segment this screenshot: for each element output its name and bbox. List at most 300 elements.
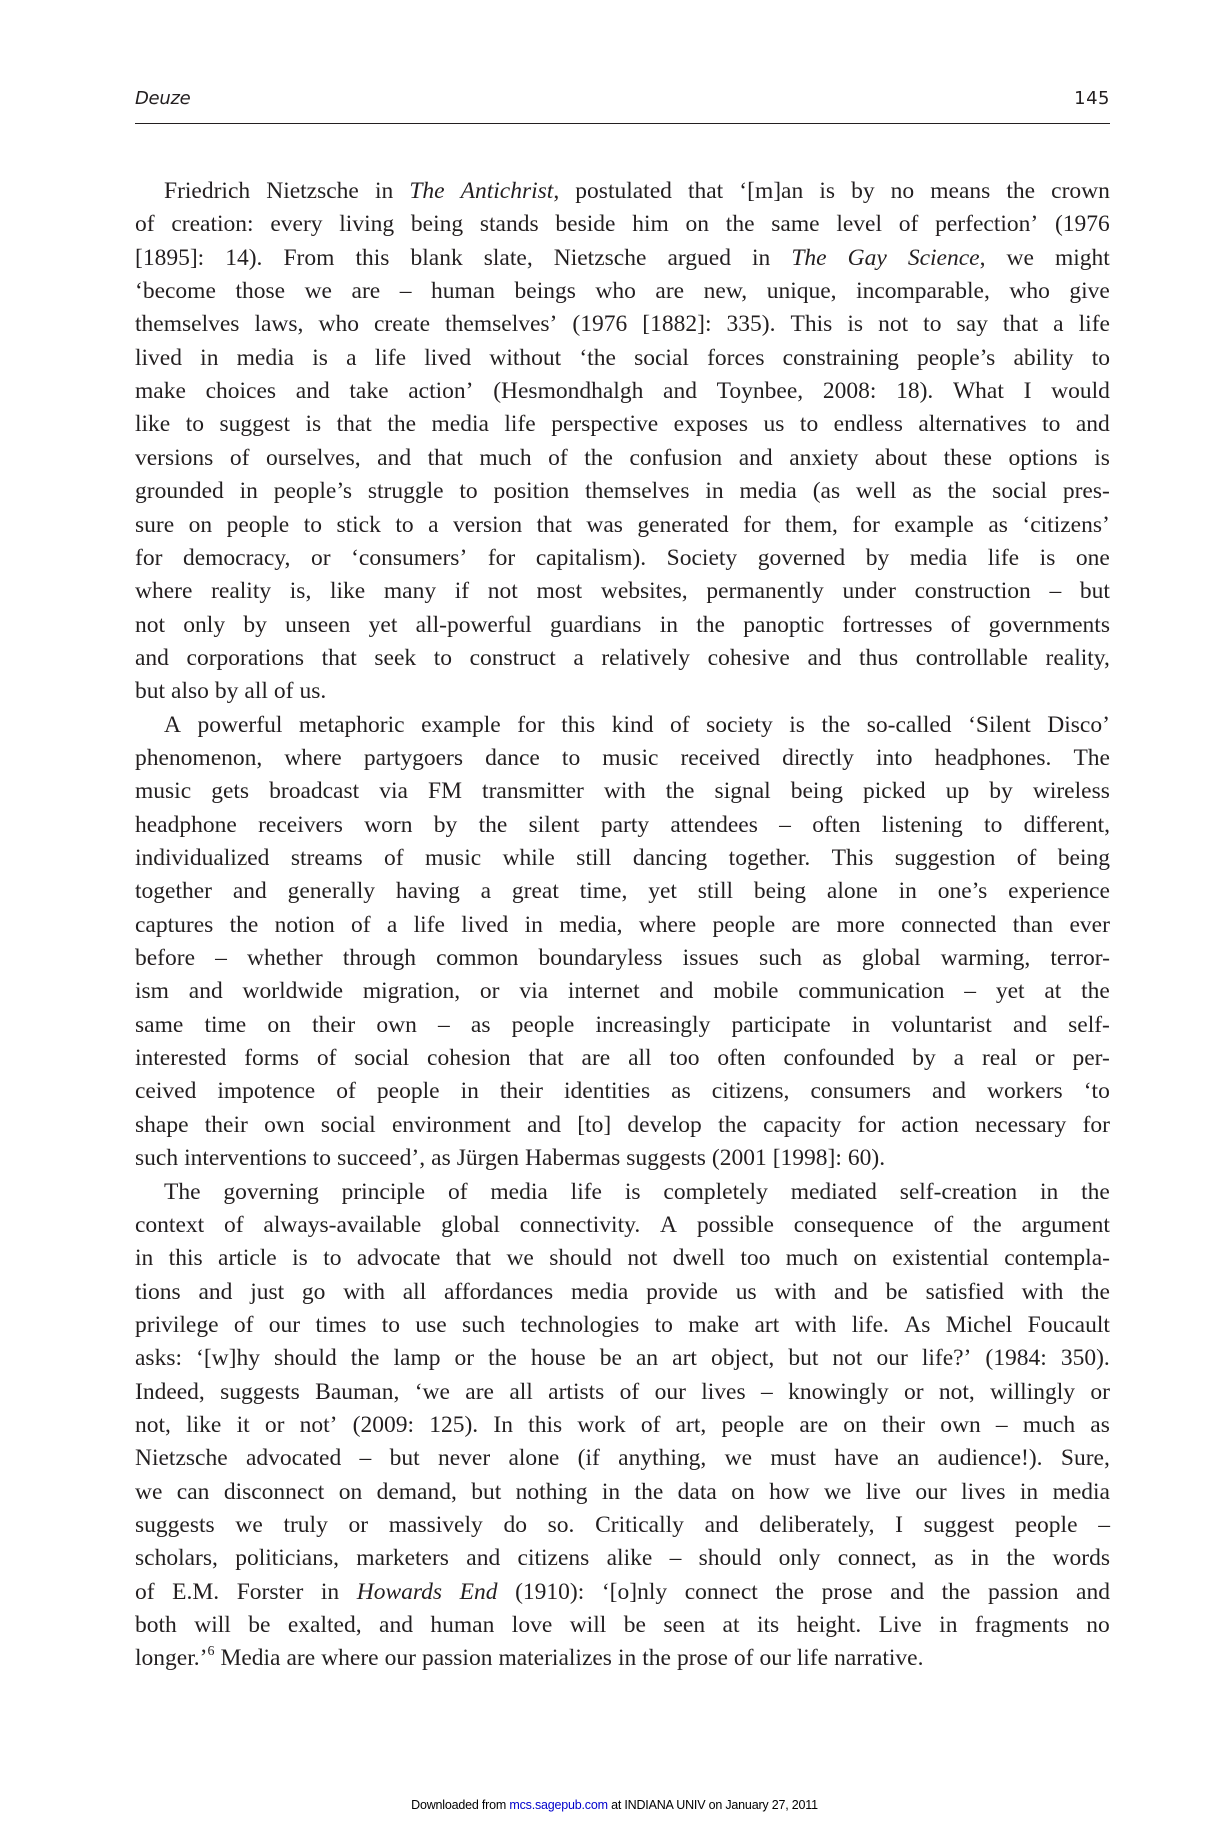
word: The: [1073, 744, 1110, 771]
word: media: [431, 411, 489, 438]
word: governments: [988, 611, 1110, 638]
word: necessary: [974, 1111, 1067, 1138]
word: powerful: [197, 711, 283, 738]
word: grounded: [135, 478, 224, 505]
word: –: [399, 278, 412, 305]
word: do: [503, 1512, 527, 1538]
word: to: [185, 411, 204, 438]
word: dancing: [632, 845, 708, 871]
word: A: [164, 711, 181, 738]
word: ourselves,: [265, 444, 361, 471]
word: communication: [798, 978, 945, 1005]
word: same: [135, 1011, 184, 1038]
word: beings: [514, 278, 576, 305]
word: seek: [374, 644, 417, 671]
word: own: [264, 1111, 305, 1138]
word: only: [778, 1545, 821, 1572]
word: (1910):: [515, 1578, 585, 1605]
word: A: [660, 1211, 678, 1238]
word: we: [235, 1512, 263, 1538]
text-line: [135, 211, 1110, 241]
word: Toynbee,: [716, 378, 804, 405]
word: their: [881, 1411, 926, 1438]
word: Forster: [236, 1578, 304, 1605]
word: love: [511, 1612, 553, 1639]
word: via: [379, 778, 408, 805]
word: in: [617, 1645, 637, 1672]
word: but: [135, 678, 166, 705]
word: laws,: [254, 311, 304, 338]
word: is: [789, 711, 805, 738]
word: or: [348, 1512, 369, 1538]
word: their: [204, 1111, 248, 1138]
word: willingly: [990, 1378, 1075, 1405]
text-line: [135, 1245, 1110, 1275]
word: to: [395, 511, 414, 538]
word: at: [1044, 978, 1062, 1005]
word: mobile: [713, 978, 779, 1005]
text-line: [135, 345, 1110, 375]
word: picked: [863, 778, 926, 805]
word: than: [1012, 911, 1054, 938]
text-line: [135, 1279, 1110, 1309]
word: our: [268, 1311, 301, 1338]
word: tions: [135, 1278, 181, 1305]
word: real: [981, 1045, 1018, 1072]
word: metaphoric: [298, 711, 405, 738]
word: (if: [577, 1445, 600, 1472]
word: as: [912, 478, 932, 505]
word: creation:: [171, 211, 254, 238]
word: the: [634, 1478, 664, 1505]
text-line: [135, 1612, 1110, 1642]
word: suggest: [219, 411, 290, 438]
word: Indeed,: [135, 1378, 205, 1405]
word: confounded: [783, 1045, 895, 1072]
word: This: [790, 311, 833, 338]
word: their: [499, 1078, 543, 1105]
word: might: [1054, 244, 1110, 271]
word: media: [236, 344, 295, 371]
word: and: [198, 1278, 233, 1305]
word: or: [1090, 1378, 1110, 1405]
word: fragments: [974, 1612, 1069, 1639]
word: ability: [1013, 344, 1074, 371]
word: the: [665, 778, 695, 805]
word: warming,: [940, 945, 1031, 972]
word: such: [462, 1311, 506, 1338]
word: not’: [299, 1411, 338, 1438]
word: as: [822, 945, 842, 972]
word: global: [861, 945, 921, 972]
word: [1998]:: [772, 1145, 842, 1172]
word: level: [836, 211, 883, 238]
word: so.: [547, 1512, 575, 1538]
word: people’s: [273, 478, 353, 505]
word: –: [359, 1445, 372, 1472]
word: people: [721, 1411, 785, 1438]
word: much: [1022, 1411, 1076, 1438]
word: for: [743, 511, 771, 538]
word: lived: [135, 344, 182, 371]
word: suggest: [923, 1512, 995, 1538]
word: Sure,: [1060, 1445, 1110, 1472]
word: while: [502, 845, 555, 871]
word: the: [387, 411, 417, 438]
word: (2009:: [352, 1411, 415, 1438]
word: are: [286, 1645, 316, 1672]
word: capitalism).: [535, 544, 647, 571]
word: gets: [211, 778, 250, 805]
word: much: [785, 1245, 838, 1272]
text-line: [135, 545, 1110, 575]
word: dance: [485, 744, 540, 771]
word: that: [427, 444, 463, 471]
word: and: [738, 444, 773, 471]
word: internet: [567, 978, 640, 1005]
word: the: [947, 478, 977, 505]
word: to: [923, 311, 942, 338]
word: in: [705, 478, 724, 505]
word: constraining: [782, 344, 899, 371]
word: lamp: [393, 1345, 441, 1372]
word: and: [379, 1612, 413, 1639]
word: in: [939, 1612, 958, 1639]
word: a: [480, 878, 492, 905]
word: by: [851, 178, 875, 204]
word: but: [389, 1445, 420, 1472]
word: self-: [1068, 1011, 1110, 1038]
word: is: [624, 1178, 641, 1205]
word: and: [1076, 1578, 1110, 1605]
word: time,: [579, 878, 628, 905]
text-line: [135, 1379, 1110, 1409]
word: to: [303, 511, 322, 538]
word: ever: [1069, 911, 1110, 938]
word: of: [351, 911, 371, 938]
word: websites,: [600, 578, 688, 605]
word: more: [836, 911, 885, 938]
word: [1882]:: [642, 311, 712, 338]
word: massively: [388, 1512, 483, 1538]
word: through: [342, 945, 416, 972]
word: connectivity.: [519, 1211, 641, 1238]
word: As: [904, 1311, 931, 1338]
word: only: [183, 611, 226, 638]
word: alone: [826, 878, 878, 905]
word: construction: [914, 578, 1031, 605]
word: and: [1013, 1011, 1047, 1038]
word: in: [659, 611, 678, 638]
word: them,: [785, 511, 838, 538]
word: a: [346, 344, 357, 371]
word: 60).: [847, 1145, 886, 1172]
word: exposes: [673, 411, 749, 438]
word: to: [654, 1311, 673, 1338]
word: unique,: [766, 278, 837, 305]
word: for: [1082, 1111, 1110, 1138]
word: social: [992, 478, 1047, 505]
word: all: [509, 1378, 533, 1405]
word: at: [722, 1612, 740, 1639]
word: to: [381, 1311, 401, 1338]
word: alone: [508, 1445, 560, 1472]
text-line: [135, 445, 1110, 475]
word: people: [376, 1078, 440, 1105]
word: and: [232, 878, 267, 905]
word: never: [437, 1445, 491, 1472]
word: without: [489, 344, 562, 371]
text-line: [135, 1512, 1110, 1542]
word: captures: [135, 911, 214, 938]
word: art,: [675, 1411, 707, 1438]
word: of: [316, 1045, 337, 1072]
word: self-creation: [899, 1178, 1018, 1205]
word: Nietzsche: [553, 244, 647, 271]
word: disconnect: [223, 1478, 325, 1505]
word: issues: [682, 945, 739, 972]
word: of: [640, 1411, 661, 1438]
word: much: [479, 444, 532, 471]
word: we: [1006, 244, 1034, 271]
text-line: [135, 411, 1110, 441]
footer-suffix: at INDIANA UNIV on January 27, 2011: [607, 1798, 818, 1812]
word: endless: [833, 411, 903, 438]
word: this: [528, 1411, 563, 1438]
word: we: [823, 1478, 852, 1505]
word: I: [1023, 378, 1032, 405]
word: make: [688, 1311, 740, 1338]
word: or: [1035, 1045, 1055, 1072]
word: new,: [703, 278, 748, 305]
word: fortresses: [842, 611, 933, 638]
word: beside: [555, 211, 616, 238]
word: lived: [461, 911, 509, 938]
word: for: [857, 1111, 886, 1138]
word: are: [791, 911, 821, 938]
word: should: [274, 1345, 337, 1372]
word: are: [351, 278, 381, 305]
word: with: [343, 1278, 385, 1305]
word: well: [855, 478, 897, 505]
word: on: [731, 1478, 755, 1505]
word: technologies: [520, 1311, 640, 1338]
word: attendees: [670, 811, 758, 838]
text-line: [135, 1545, 1110, 1575]
word: pres-: [1062, 478, 1110, 505]
word: on: [843, 1411, 867, 1438]
text-line: [135, 1145, 1110, 1175]
word: partygoers: [363, 744, 463, 771]
word: ‘the: [579, 344, 616, 371]
word: these: [943, 444, 992, 471]
word: listening: [881, 811, 963, 838]
word: in: [135, 1245, 154, 1272]
text-line: [135, 578, 1110, 608]
word: prose: [821, 1578, 873, 1605]
word: social: [320, 1111, 376, 1138]
word: Friedrich: [164, 178, 251, 204]
word: is: [292, 1245, 308, 1272]
word: that: [321, 644, 357, 671]
text-line: [135, 1579, 1110, 1609]
text-line: [135, 1312, 1110, 1342]
word: Live: [878, 1612, 922, 1639]
word: different,: [1023, 811, 1110, 838]
word: where: [284, 744, 342, 771]
word: ‘we: [414, 1378, 450, 1405]
word: in: [898, 878, 917, 905]
word: yet: [648, 878, 677, 905]
word: and: [704, 1512, 739, 1538]
word: or: [454, 1345, 475, 1372]
word: privilege: [135, 1311, 219, 1338]
word: crown: [1051, 178, 1110, 204]
word: both: [135, 1612, 177, 1639]
word: is: [1039, 544, 1056, 571]
word: or: [903, 1378, 924, 1405]
word: terror-: [1050, 945, 1110, 972]
word: –: [438, 1011, 450, 1038]
word: work: [577, 1411, 626, 1438]
word: that: [1002, 311, 1039, 338]
word: our: [759, 1645, 791, 1672]
word: artists: [548, 1378, 605, 1405]
word: postulated: [575, 178, 672, 204]
word: own: [376, 1011, 417, 1038]
word: height.: [796, 1612, 862, 1639]
word: party: [600, 811, 650, 838]
word: phenomenon,: [135, 744, 263, 771]
word: –: [964, 978, 977, 1005]
word: Howards: [356, 1578, 443, 1605]
word: we: [304, 278, 332, 305]
word: life: [504, 411, 536, 438]
word: life: [796, 1645, 829, 1672]
word: whether: [247, 945, 323, 972]
header-rule: [135, 123, 1110, 124]
word: create: [374, 311, 431, 338]
text-line: [135, 745, 1110, 775]
word: is: [305, 411, 322, 438]
word: use: [415, 1311, 447, 1338]
word: ceived: [135, 1078, 197, 1105]
word: sure: [135, 511, 175, 538]
word: of: [135, 1578, 155, 1605]
word: deliberately,: [759, 1512, 875, 1538]
word: media: [570, 1278, 629, 1305]
word: under: [842, 578, 896, 605]
word: many: [383, 578, 437, 605]
word: choices: [205, 378, 277, 405]
word: all-powerful: [415, 611, 532, 638]
word: by: [243, 611, 267, 638]
word: (1976: [572, 311, 628, 338]
word: a: [573, 644, 584, 671]
text-line: [135, 378, 1110, 408]
word: its: [756, 1612, 780, 1639]
word: citizens: [517, 1545, 590, 1572]
word: have: [834, 1445, 879, 1472]
word: incomparable,: [856, 278, 990, 305]
word: are: [655, 278, 685, 305]
word: not,: [135, 1411, 171, 1438]
word: will: [194, 1612, 231, 1639]
word: art: [754, 1311, 780, 1338]
word: human: [430, 1612, 495, 1639]
word: in: [970, 1545, 990, 1572]
word: a: [428, 511, 439, 538]
text-line: [164, 1179, 1110, 1209]
word: governing: [223, 1178, 319, 1205]
word: –: [215, 945, 227, 972]
text-line: [135, 912, 1110, 942]
word: always-available: [263, 1211, 422, 1238]
running-head: [135, 88, 1110, 112]
word: being: [1057, 845, 1110, 871]
word: of: [619, 1378, 640, 1405]
word: forces: [707, 344, 765, 371]
word: of: [135, 211, 155, 238]
word: the: [821, 711, 851, 738]
word: all: [244, 678, 268, 705]
text-line: [135, 1345, 1110, 1375]
word: a: [386, 911, 398, 938]
word: with: [1021, 1278, 1064, 1305]
word: be: [623, 1612, 646, 1639]
word: ‘become: [135, 278, 216, 305]
word: (1984:: [985, 1345, 1047, 1372]
word: of: [447, 1178, 468, 1205]
word: and: [295, 378, 330, 405]
word: or: [310, 544, 331, 571]
word: by: [865, 544, 890, 571]
word: an: [897, 1445, 920, 1472]
word: we: [506, 1245, 534, 1272]
word: social: [634, 344, 689, 371]
word: –: [669, 1545, 682, 1572]
word: most: [536, 578, 583, 605]
word: –: [760, 1378, 773, 1405]
word: existential: [892, 1245, 989, 1272]
word: ‘[o]nly: [601, 1578, 668, 1605]
word: life: [413, 911, 445, 938]
word: in: [200, 344, 219, 371]
word: not,: [938, 1378, 975, 1405]
word: just: [250, 1278, 285, 1305]
word: are: [799, 1411, 829, 1438]
word: wireless: [1032, 778, 1110, 805]
word: yet: [368, 611, 398, 638]
word: the: [1081, 1178, 1110, 1205]
word: our: [384, 1645, 416, 1672]
word: that: [455, 1245, 492, 1272]
word: one’s: [937, 878, 988, 905]
word: streams: [290, 845, 363, 871]
word: people: [712, 911, 776, 938]
word: words: [1052, 1545, 1110, 1572]
word: context: [135, 1211, 205, 1238]
word: the: [1081, 1278, 1110, 1305]
word: on: [685, 211, 710, 238]
word: 125).: [429, 1411, 479, 1438]
word: scholars,: [135, 1545, 218, 1572]
footer-link[interactable]: mcs.sagepub.com: [509, 1798, 608, 1812]
word: example: [894, 511, 974, 538]
word: ‘citizens’: [1022, 511, 1110, 538]
word: action’: [408, 378, 474, 405]
word: themselves’: [445, 311, 558, 338]
